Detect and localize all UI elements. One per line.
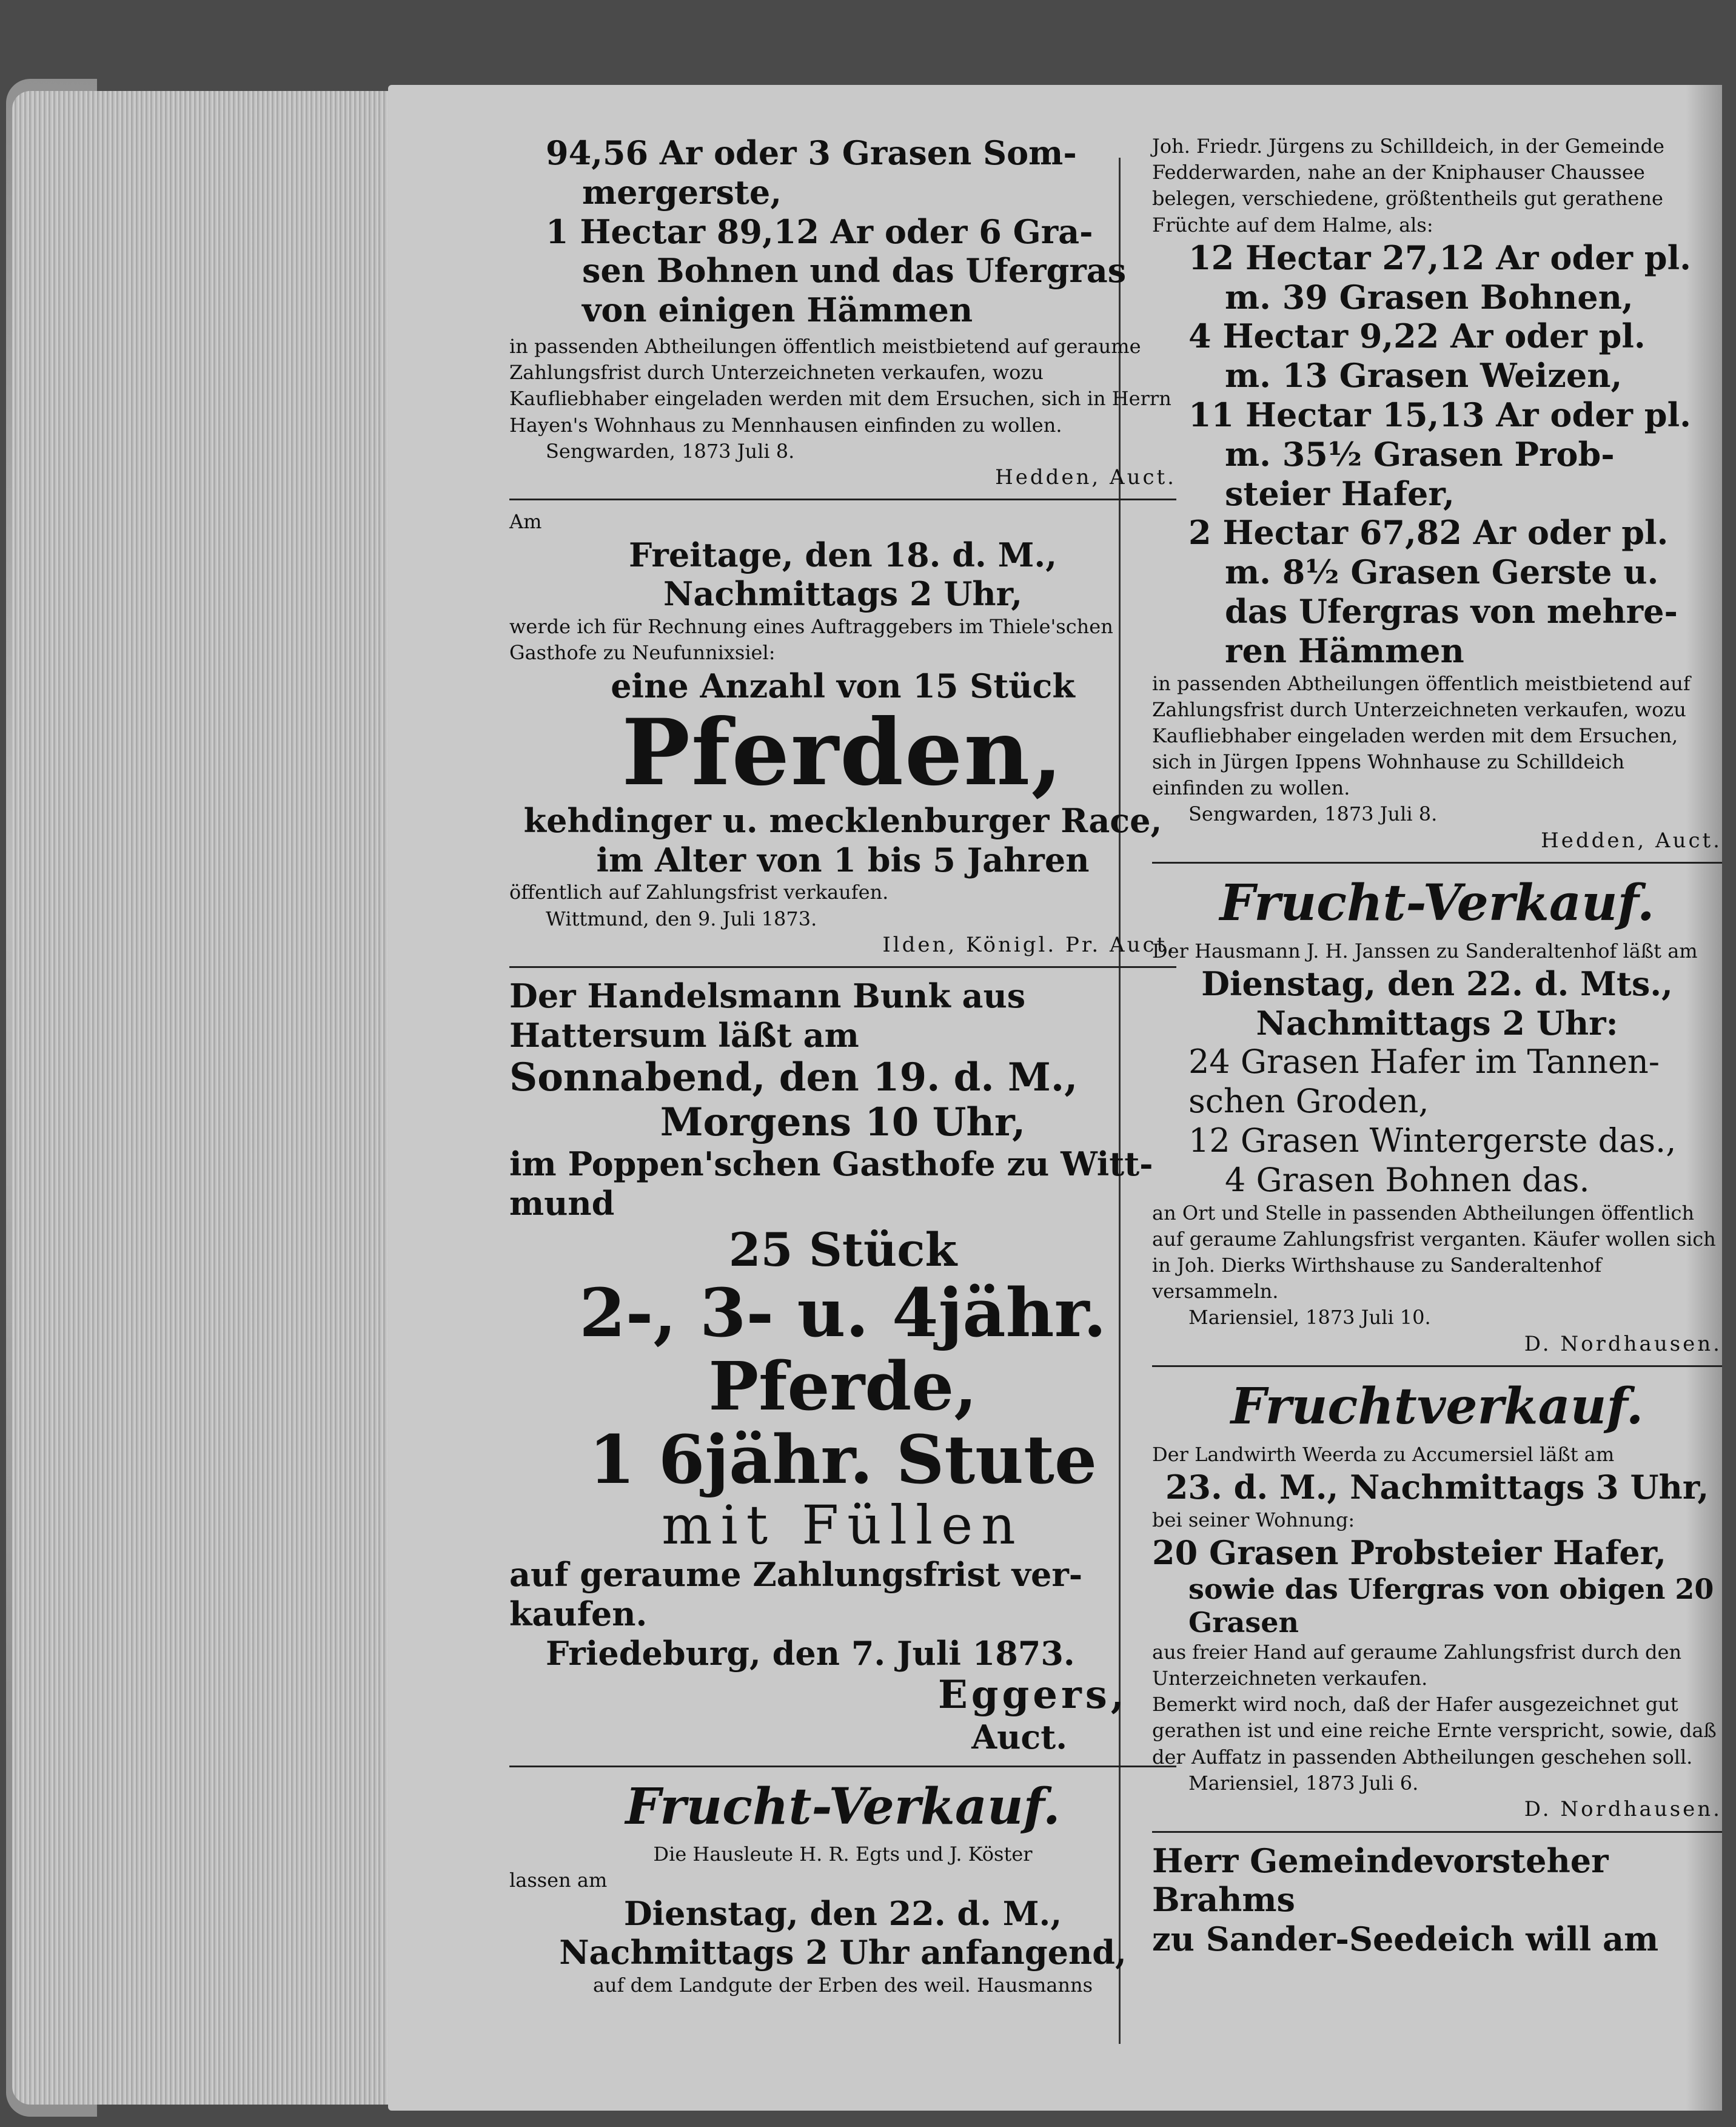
ad-separator	[1152, 1831, 1722, 1833]
list-item: 12 Hectar 27,12 Ar oder pl.	[1188, 238, 1691, 277]
ad-place-date: Friedeburg, den 7. Juli 1873.	[546, 1633, 1075, 1673]
ad-line: Der Handelsmann Bunk aus	[509, 976, 1026, 1016]
ad-line: zu Sander-Seedeich will am	[1152, 1920, 1659, 1959]
ad-intro: Am	[509, 510, 542, 534]
ad-title: Frucht-Verkauf.	[1219, 874, 1655, 933]
ad-items-list	[1152, 238, 1722, 671]
ad-line: 1 Hectar 89,12 Ar oder 6 Gra-	[546, 212, 1093, 251]
list-item: das Ufergras von mehre-	[1225, 591, 1678, 631]
ad-body: Bemerkt wird noch, daß der Hafer ausgezeichnet gut gerathen ist und eine reiche Ernte verspricht, sowie, daß der Auffatz in passenden Abtheilungen geschehen soll.	[1152, 1693, 1717, 1769]
ad-body: in passenden Abtheilungen öffentlich meistbietend auf Zahlungsfrist durch Unterzeichneten verkaufen, wozu Kaufliebhaber eingeladen werden mit dem Ersuchen, sich in Jürgen Ippens Wohnhause zu Schilldeich einfinden zu wollen.	[1152, 671, 1691, 800]
ad-date: Sonnabend, den 19. d. M.,	[509, 1054, 1078, 1100]
list-item: 4 Grasen Bohnen das.	[1225, 1160, 1590, 1199]
list-item: Grasen	[1188, 1605, 1299, 1639]
list-item: 24 Grasen Hafer im Tannen-	[1188, 1043, 1660, 1081]
ad-place-date: Sengwarden, 1873 Juli 8.	[1188, 802, 1438, 826]
ad-signature: Hedden, Auct.	[1541, 828, 1722, 853]
ad-date: Dienstag, den 22. d. M.,	[623, 1893, 1062, 1933]
ad-line: von einigen Hämmen	[582, 291, 973, 330]
ad-count: 25 Stück	[728, 1222, 957, 1277]
ad-place-date: Sengwarden, 1873 Juli 8.	[546, 439, 795, 463]
ad-age: im Alter von 1 bis 5 Jahren	[596, 840, 1090, 879]
ad-signature: Ilden, Königl. Pr. Auct.	[882, 932, 1176, 957]
list-item: 2 Hectar 67,82 Ar oder pl.	[1188, 513, 1669, 553]
ad-separator	[1152, 862, 1722, 864]
ad-signature: D. Nordhausen.	[1524, 1797, 1722, 1822]
ad-line: Der Hausmann J. H. Janssen zu Sanderaltenhof läßt am	[1152, 939, 1698, 963]
ad-line: bei seiner Wohnung:	[1152, 1508, 1355, 1531]
ad-line: lassen am	[509, 1869, 608, 1892]
ad-line: Herr Gemeindevorsteher Brahms	[1152, 1841, 1609, 1920]
list-item: sowie das Ufergras von obigen 20	[1188, 1572, 1714, 1605]
ad-date: Freitage, den 18. d. M.,	[628, 535, 1057, 574]
list-item: m. 39 Grasen Bohnen,	[1225, 277, 1634, 317]
ad-body: in passenden Abtheilungen öffentlich meistbietend auf geraume Zahlungsfrist durch Unterzeichneten verkaufen, wozu Kaufliebhaber eingeladen werden mit dem Ersuchen, sich in Herrn Hayen's Wohnhaus zu Mennhausen einfinden zu wollen.	[509, 334, 1171, 437]
ad-separator	[509, 499, 1176, 500]
ad-sale: öffentlich auf Zahlungsfrist verkaufen.	[509, 881, 889, 904]
ad-line: mergerste,	[582, 172, 782, 212]
ad-body: werde ich für Rechnung eines Auftraggebers im Thiele'schen Gasthofe zu Neufunnixsiel:	[509, 615, 1113, 665]
ad-signature: D. Nordhausen.	[1524, 1331, 1722, 1356]
ad-line: sen Bohnen und das Ufergras	[582, 251, 1127, 291]
ad-headline: mit Füllen	[662, 1494, 1024, 1557]
ad-line: Der Landwirth Weerda zu Accumersiel läßt am	[1152, 1442, 1615, 1466]
ad-time: Nachmittags 2 Uhr anfangend,	[559, 1933, 1127, 1972]
right-column	[1152, 133, 1722, 1959]
ad-headline: 1 6jähr. Stute	[589, 1420, 1097, 1499]
ad-headline: Pferden,	[622, 699, 1064, 807]
list-item: steier Hafer,	[1225, 474, 1455, 513]
ad-sale: kaufen.	[509, 1594, 648, 1633]
list-item: 4 Hectar 9,22 Ar oder pl.	[1188, 317, 1646, 356]
list-item: m. 13 Grasen Weizen,	[1225, 356, 1623, 395]
list-item: ren Hämmen	[1225, 631, 1464, 670]
ad-grasses-list	[509, 133, 1176, 330]
ad-time: Morgens 10 Uhr,	[660, 1099, 1026, 1145]
ad-body: an Ort und Stelle in passenden Abtheilungen öffentlich auf geraume Zahlungsfrist verganten. Käufer wollen sich in Joh. Dierks Wirthshause zu Sanderaltenhof versammeln.	[1152, 1201, 1716, 1303]
ad-title: Frucht-Verkauf.	[625, 1777, 1061, 1836]
ad-signature: Auct.	[971, 1717, 1067, 1756]
ad-line: Die Hausleute H. R. Egts und J. Köster	[653, 1843, 1033, 1866]
ad-location: im Poppen'schen Gasthofe zu Witt-	[509, 1144, 1153, 1184]
list-item: schen Groden,	[1188, 1082, 1429, 1121]
ad-place-date: Wittmund, den 9. Juli 1873.	[546, 907, 817, 930]
ad-body: Joh. Friedr. Jürgens zu Schilldeich, in der Gemeinde Fedderwarden, nahe an der Kniphauser Chaussee belegen, verschiedene, größtentheils gut gerathene Früchte auf dem Halme, als:	[1152, 135, 1664, 237]
ad-body: aus freier Hand auf geraume Zahlungsfrist durch den Unterzeichneten verkaufen.	[1152, 1640, 1682, 1690]
ad-signature: Eggers,	[937, 1672, 1128, 1718]
ad-separator	[1152, 1365, 1722, 1367]
ad-time: Nachmittags 2 Uhr:	[1256, 1003, 1618, 1043]
list-item: 20 Grasen Probsteier Hafer,	[1152, 1533, 1666, 1572]
ad-title: Fruchtverkauf.	[1230, 1377, 1644, 1436]
list-item: 11 Hectar 15,13 Ar oder pl.	[1188, 395, 1691, 434]
ad-date: 23. d. M., Nachmittags 3 Uhr,	[1165, 1467, 1709, 1507]
ad-date: Dienstag, den 22. d. Mts.,	[1201, 964, 1673, 1003]
ad-signature: Hedden, Auct.	[995, 465, 1176, 489]
ad-sale: auf geraume Zahlungsfrist ver-	[509, 1554, 1083, 1594]
ad-location: mund	[509, 1183, 615, 1223]
book-page-edges	[12, 91, 388, 2105]
ad-headline: 2-, 3- u. 4jähr. Pferde,	[579, 1274, 1107, 1426]
ad-items-list	[1152, 1043, 1722, 1200]
ad-place-date: Mariensiel, 1873 Juli 10.	[1188, 1306, 1431, 1329]
list-item: 12 Grasen Wintergerste das.,	[1188, 1121, 1677, 1160]
ad-count: eine Anzahl von 15 Stück	[611, 666, 1075, 705]
left-column	[509, 133, 1176, 1998]
ad-line: 94,56 Ar oder 3 Grasen Som-	[546, 133, 1077, 172]
ad-time: Nachmittags 2 Uhr,	[663, 574, 1023, 614]
ad-line: auf dem Landgute der Erben des weil. Hausmanns	[592, 1974, 1093, 1997]
newspaper-page	[388, 85, 1722, 2111]
list-item: m. 35½ Grasen Prob-	[1225, 434, 1615, 474]
list-item: m. 8½ Grasen Gerste u.	[1225, 553, 1659, 592]
ad-separator	[509, 966, 1176, 968]
ad-race: kehdinger u. mecklenburger Race,	[523, 801, 1162, 840]
ad-line: Hattersum läßt am	[509, 1016, 859, 1055]
ad-separator	[509, 1766, 1176, 1767]
ad-place-date: Mariensiel, 1873 Juli 6.	[1188, 1771, 1419, 1795]
